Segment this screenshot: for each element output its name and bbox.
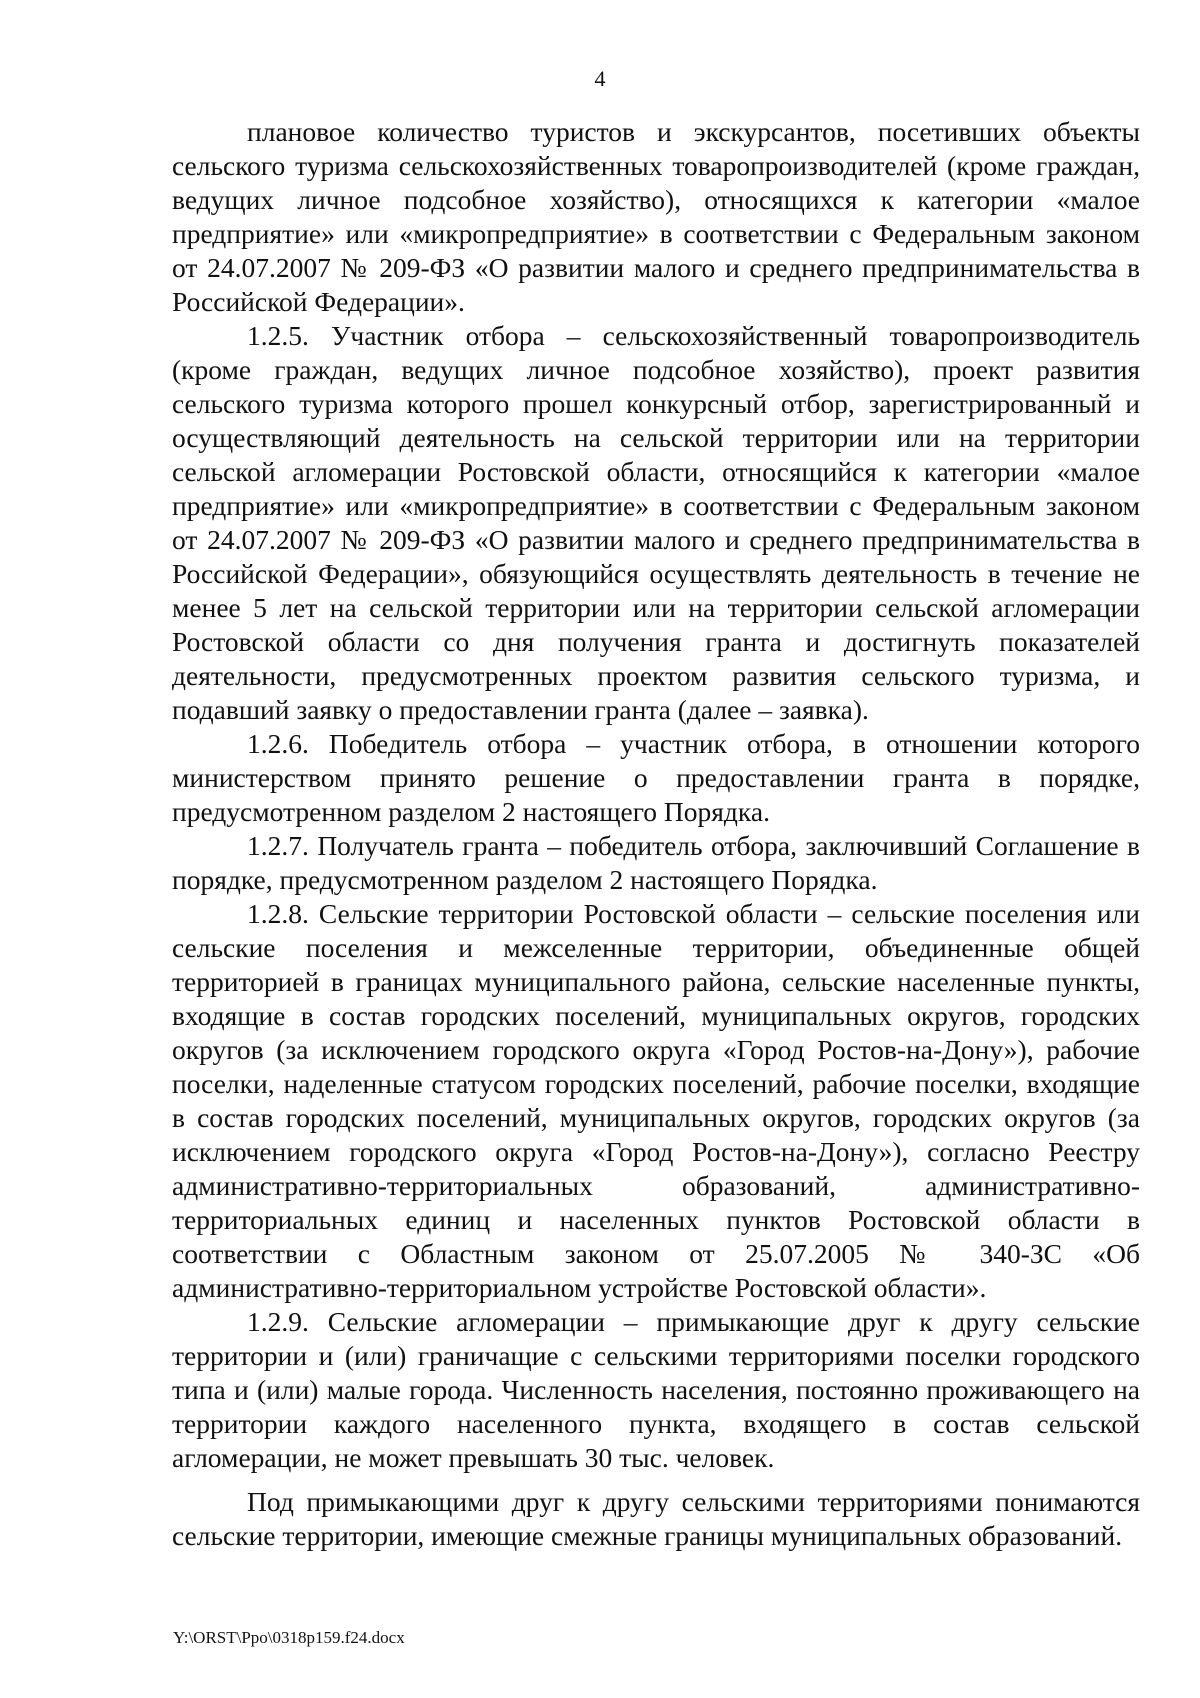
paragraph-1-2-5-participant: 1.2.5. Участник отбора – сельскохозяйственный товаропроизводитель (кроме граждан, ведущих личное подсобное хозяйство), проект развития сельского туризма которого прошел конкурсный отбор, зарегистрированный и осуществляющий деятельность на сельской территории или на территории сельской агломерации Ростовской области, относящийся к категории «малое предприятие» или «микропредприятие» в соответствии с Федеральным законом от 24.07.2007 № 209-ФЗ «О развитии малого и среднего предпринимательства в Российской Федерации», обязующийся осуществлять деятельность в течение не менее 5 лет на сельской территории или на территории сельской агломерации Ростовской области со дня получения гранта и достигнуть показателей деятельности, предусмотренных проектом развития сельского туризма, и подавший заявку о предоставлении гранта (далее – заявка). — [172, 320, 1140, 725]
paragraph-adjacent-territories: Под примыкающими друг к другу сельскими территориями понимаются сельские территории, имеющие смежные границы муниципальных образований. — [172, 1486, 1140, 1551]
document-body — [172, 115, 1140, 1553]
paragraph-1-2-7-recipient: 1.2.7. Получатель гранта – победитель отбора, заключивший Соглашение в порядке, предусмотренном разделом 2 настоящего Порядка. — [172, 830, 1140, 895]
page-number: 4 — [594, 66, 606, 91]
paragraph-planned-tourists: плановое количество туристов и экскурсантов, посетивших объекты сельского туризма сельскохозяйственных товаропроизводителей (кроме граждан, ведущих личное подсобное хозяйство), относящихся к категории «малое предприятие» или «микропредприятие» в соответствии с Федеральным законом от 24.07.2007 № 209-ФЗ «О развитии малого и среднего предпринимательства в Российской Федерации». — [172, 116, 1140, 317]
paragraph-1-2-8-rural-territories: 1.2.8. Сельские территории Ростовской области – сельские поселения или сельские поселения и межселенные территории, объединенные общей территорией в границах муниципального района, сельские населенные пункты, входящие в состав городских поселений, муниципальных округов, городских округов (за исключением городского округа «Город Ростов-на-Дону»), рабочие поселки, наделенные статусом городских поселений, рабочие поселки, входящие в состав городских поселений, муниципальных округов, городских округов (за исключением городского округа «Город Ростов-на-Дону»), согласно Реестру административно-территориальных образований, административно-территориальных единиц и населенных пунктов Ростовской области в соответствии с Областным законом от 25.07.2005 № 340-ЗС «Об административно-территориальном устройстве Ростовской области». — [172, 898, 1140, 1303]
paragraph-1-2-6-winner: 1.2.6. Победитель отбора – участник отбора, в отношении которого министерством принято решение о предоставлении гранта в порядке, предусмотренном разделом 2 настоящего Порядка. — [172, 728, 1140, 827]
paragraph-1-2-9-agglomerations: 1.2.9. Сельские агломерации – примыкающие друг к другу сельские территории и (или) граничащие с сельскими территориями поселки городского типа и (или) малые города. Численность населения, постоянно проживающего на территории каждого населенного пункта, входящего в состав сельской агломерации, не может превышать 30 тыс. человек. — [172, 1306, 1140, 1473]
file-path-footer: Y:\ORST\Ppo\0318p159.f24.docx — [173, 1628, 405, 1647]
